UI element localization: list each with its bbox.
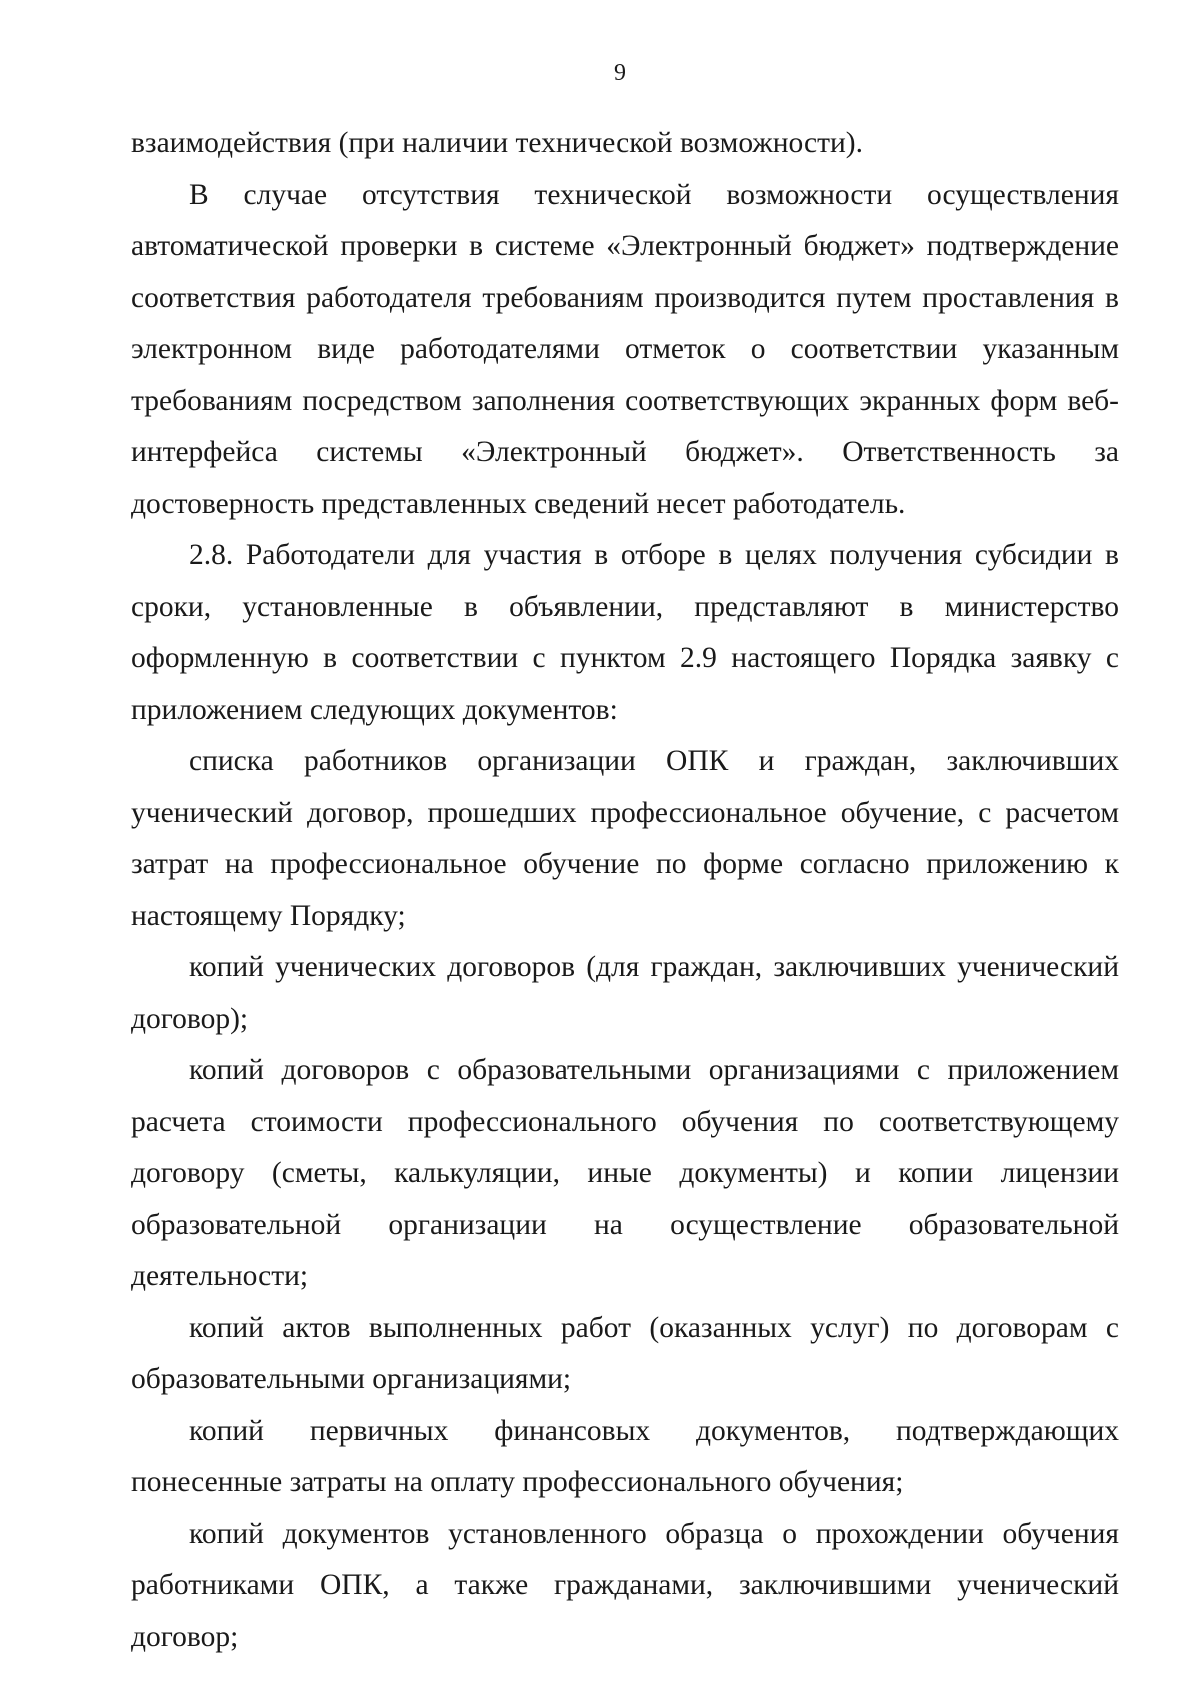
paragraph-electronic-budget: В случае отсутствия технической возможности осуществления автоматической проверки в системе «Электронный бюджет» подтверждение соответствия работодателя требованиям производится путем проставления в электронном виде работодателями отметок о соответствии указанным требованиям посредством заполнения соответствующих экранных форм веб-интерфейса системы «Электронный бюджет». Ответственность за достоверность представленных сведений несет работодатель. (131, 178, 1119, 520)
paragraph-section-2-8: 2.8. Работодатели для участия в отборе в целях получения субсидии в сроки, установленные в объявлении, представляют в министерство оформленную в соответствии с пунктом 2.9 настоящего Порядка заявку с приложением следующих документов: (131, 539, 1119, 726)
list-item-employee-list: списка работников организации ОПК и граждан, заключивших ученический договор, прошедших профессиональное обучение, с расчетом затрат на профессиональное обучение по форме согласно приложению к настоящему Порядку; (131, 745, 1119, 932)
page-number: 9 (614, 60, 626, 86)
document-body (131, 118, 1119, 1663)
list-item-financial-documents: копий первичных финансовых документов, подтверждающих понесенные затраты на оплату профессионального обучения; (131, 1414, 1119, 1498)
list-item-education-contracts: копий договоров с образовательными организациями с приложением расчета стоимости профессионального обучения по соответствующему договору (сметы, калькуляции, иные документы) и копии лицензии образовательной организации на осуществление образовательной деятельности; (131, 1054, 1119, 1292)
list-item-training-certificates: копий документов установленного образца о прохождении обучения работниками ОПК, а также гражданами, заключившими ученический договор; (131, 1517, 1119, 1653)
list-item-apprenticeship-contracts: копий ученических договоров (для граждан, заключивших ученический договор); (131, 951, 1119, 1035)
list-item-acts-of-work: копий актов выполненных работ (оказанных услуг) по договорам с образовательными организациями; (131, 1311, 1119, 1395)
paragraph-continuation: взаимодействия (при наличии технической возможности). (131, 127, 863, 159)
